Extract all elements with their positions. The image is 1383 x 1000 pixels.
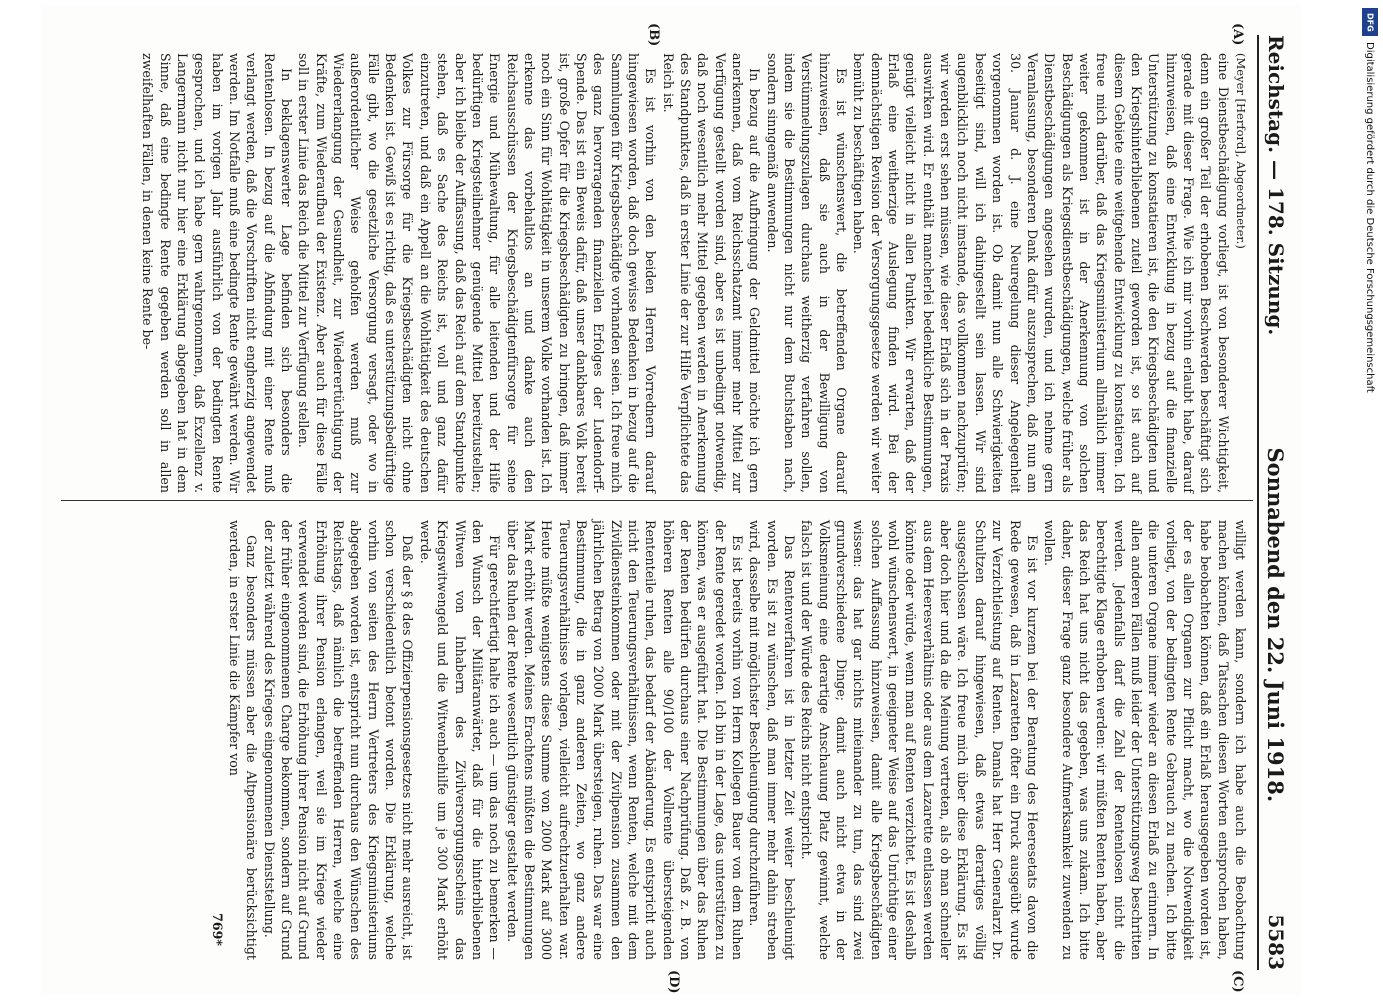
rotated-page [41, 5, 1301, 995]
left-column [139, 53, 1249, 493]
paragraph: Es ist vor kurzem bei der Beratung des Heeresetats davon die Rede gewesen, daß in Lazaretten öfter ein Druck ausgeübt wurde zur Verzichtleistung auf Renten. Damals hat Herr Generalarzt Dr. Schultzen darauf hingewiesen, daß etwas derartiges völlig ausgeschlossen wäre. Ich freue mich über diese Erklärung. Es ist aber doch hier und da die Meinung vertreten, als ob man schneller aus dem Heeresverhältnis oder aus dem Lazarette entlassen werden könnte oder würde, wenn man auf Renten verzichtet. Es ist deshalb wohl wünschenswert, in geeigneter Weise auf das Unrichtige einer solchen Auffassung hinzuweisen, damit alle Kriegsbeschädigten wissen: das hat gar nichts miteinander zu tun, das sind zwei grundverschiedene Dinge; damit auch nicht etwa in der Volksmeinung eine derartige Anschauung Platz gewinnt, welche falsch ist und der Würde des Reichs nicht entspricht. [799, 520, 1040, 960]
margin-mark-c: (C) [1230, 970, 1245, 993]
header-left: Reichstag. — 178. Sitzung. [1264, 35, 1288, 336]
column-divider [61, 500, 1253, 501]
paragraph: Es ist vorhin von den beiden Herren Vorrednern darauf hingewiesen worden, daß doch gewisse Bedenken in bezug auf die Sammlungen für Kriegsbeschädigte vorhanden seien. Ich freue mich des ganz hervorragenden finanziellen Erfolges der Ludendorff-Spende. Das ist ein Beweis dafür, daß unser dankbares Volk bereit ist, große Opfer für die Kriegsbeschädigten zu bringen, daß immer noch ein Sinn für Wohltätigkeit in unserem Volke vorhanden ist. Ich erkenne das vorbehaltlos an und danke auch den Reichsausschüssen der Kriegsbeschädigtenfürsorge für seine Energie und Mühewaltung, für alle leitenden und der Hilfe bedürftigen Kriegsteilnehmer genügende Mittel bereitzustellen; aber ich bleibe der Auffassung, daß das Reich auf dem Standpunkte stehen, daß es Sache des Reichs ist, voll und ganz dafür einzutreten, und daß ein Appell an die Wohltätigkeit des deutschen Volkes zur Fürsorge für die Kriegsbeschädigten nicht ohne Bedenken ist. Gewiß ist es richtig, daß es unterstützungsbedürftige Fälle gibt, wo die gesetzliche Versorgung versagt, oder wo in außerordentlicher Weise geholfen werden muß zur Wiedererlangung der Gesundheit, zur Wiederertüchtigung der Kräfte, zum Wiederaufbau der Existenz. Aber auch für diese Fälle soll in erster Linie das Reich die Mittel zur Verfügung stellen. [296, 53, 659, 494]
paragraph: Das Rentenverfahren ist in letzter Zeit weiter beschleunigt worden. Es ist zu wünschen, daß man immer mehr dahin streben wird, dasselbe mit möglichster Beschleunigung durchzuführen. [747, 520, 798, 960]
dfg-logo: DFG [1362, 8, 1378, 36]
paragraph: In beklagenswerter Lage befinden sich besonders die Rentenlosen. In bezug auf die Abfindung mit einer Rente muß verlangt werden, daß die Vorschriften nicht engherzig angewendet werden. Im Notfalle muß eine bedingte Rente gewährt werden. Wir haben im vorigen Jahr ausführlich von der bedingten Rente gesprochen, und ich habe gern wahrgenommen, daß Exzellenz v. Langermann nicht nur hier eine Erklärung abgegeben hat in dem Sinne, daß eine bedingte Rente gegeben werden soll in allen zweifelhaften Fällen, in denen keine Rente be- [140, 53, 295, 493]
speaker-note: (Meyer [Herford], Abgeordneter.) [1234, 53, 1248, 249]
paragraph: Es ist bereits vorhin von Herrn Kollegen Bauer von dem Ruhen der Rente geredet worden. Ich bin in der Lage, das unterstützen zu können, was er ausgeführt hat. Die Bestimmungen über das Ruhen der Renten bedürfen durchaus einer Nachprüfung. Daß z. B. von höheren Renten alle 90/100 der Vollrente übersteigenden Rententeile ruhen, das bedarf der Abänderung. Es entspricht auch nicht den Teuerungsverhältnissen, wenn Renten, welche mit dem Zivildiensteinkommen oder mit der Zivilpension zusammen den jährlichen Betrag von 2000 Mark übersteigen, ruhen. Das war eine Bestimmung, die in ganz anderen Zeiten, wo ganz andere Teuerungsverhältnisse vorlagen, vielleicht aufrechtzuerhalten war. Heute müßte wenigstens diese Summe von 2000 Mark auf 3000 Mark erhöht werden. Meines Erachtens müßten die Bestimmungen über das Ruhen der Rente wesentlich günstiger gestaltet werden. [504, 520, 746, 960]
digitization-credit: Digitalisierung gefördert durch die Deutsche Forschungsgemeinschaft [1364, 42, 1375, 393]
paragraph: Es ist wünschenswert, die betreffenden Organe darauf hinzuweisen, daß sie auch in der Bewilligung von Verstümmelungszulagen durchaus weitherzig verfahren sollen, indem sie die Bestimmungen nicht nur dem Buchstaben nach, sondern sinngemäß anwenden. [764, 53, 850, 493]
sheet-number: 769* [209, 913, 225, 946]
margin-mark-d: (D) [666, 970, 681, 994]
paragraph: eine Dienstbeschädigung vorliegt, ist von besonderer Wichtigkeit, denn ein großer Teil der erhobenen Beschwerden beschäftigt sich gerade mit dieser Frage. Wie ich mir vorhin erlaubt habe, darauf hinzuweisen, daß eine Entwicklung in bezug auf die finanzielle Unterstützung zu konstatieren ist, die den Kriegsbeschädigten und den Kriegshinterbliebenen zuteil geworden ist, so ist auch auf diesem Gebiete eine weitgehende Entwicklung zu konstatieren. Ich freue mich darüber, daß das Kriegsministerium allmählich immer weiter gekommen ist in der Anerkennung von solchen Beschädigungen als Kriegsdienstbeschädigungen, welche früher als Dienstbeschädigungen angesehen wurden, und ich nehme gern Veranlassung, besonderen Dank dafür auszusprechen, daß nun am 30. Januar d. J. eine Neuregelung dieser Angelegenheit vorgenommen worden ist. Ob damit nun alle Schwierigkeiten beseitigt sind, will ich dahingestellt sein lassen. Wir sind augenblicklich noch nicht imstande, das vollkommen nachzuprüfen; wir werden erst sehen müssen, wie dieser Erlaß sich in der Praxis auswirken wird. Er enthält mancherlei bedenkliche Bestimmungen, genügt vielleicht nicht in allen Punkten. Wir erwarten, daß der Erlaß eine weitherzige Auslegung finden wird. Bei der demnächstigen Revision der Versorgungsgesetze werden wir weiter bemüht zu beschäftigen haben. [851, 53, 1231, 493]
right-column [208, 520, 1249, 960]
paragraph: In bezug auf die Aufbringung der Geldmittel möchte ich gern anerkennen, daß vom Reichsschatzamt immer mehr Mittel zur Verfügung gestellt worden sind, aber es ist unbedingt notwendig, daß noch wesentlich mehr Mittel gegeben werden in Anerkennung des Standpunktes, daß in erster Linie der zur Hilfe Verpflichtete das Reich ist. [660, 53, 763, 493]
page-number: 5583 [1264, 914, 1288, 970]
paragraph: Für gerechtfertigt halte ich auch — um das noch zu bemerken — den Wunsch der Militäranwärter, daß für die hinterbliebenen Witwen von Inhabern des Zivilversorgungsscheins das Kriegswitwengeld und die Witwenbeihilfe um je 300 Mark erhöht werde. [417, 520, 503, 960]
page-header [1257, 35, 1293, 970]
margin-mark-a: (A) [1230, 23, 1245, 46]
paragraph: Daß der § 8 des Offizierpensionsgesetzes nicht mehr ausreicht, ist schon verschiedentlich betont worden. Die Erklärung, welche vorhin von seiten des Herrn Vertreters des Kriegsministeriums abgegeben worden ist, entspricht nun durchaus den Wünschen des Reichstags, daß nämlich die betreffenden Herren, welche eine Erhöhung ihrer Pension erlangen, weil sie im Kriege wieder verwendet worden sind, die Erhöhung ihrer Pension nicht auf Grund der früher eingenommenen Charge bekommen, sondern auf Grund der zuletzt während des Krieges eingenommenen Dienststellung. [261, 520, 416, 960]
header-date: Sonnabend den 22. Juni 1918. [1263, 447, 1289, 803]
paragraph: willigt werden kann, sondern ich habe auch die Beobachtung machen können, daß Tatsachen diesen Worten entsprochen haben, habe beobachten können, daß ein Erlaß herausgegeben worden ist, der es allen Organen zur Pflicht macht, wo die Notwendigkeit vorliegt, von der bedingten Rente Gebrauch zu machen. Ich bitte die unteren Organe immer wieder an diesen Erlaß zu erinnern. In allen anderen Fällen muß leider der Unterstützungsweg beschritten werden. Jedenfalls darf die Zahl der Rentenlosen nicht die berechtigte Klage erhoben werden: wir müßten Renten haben, aber das Reich hat uns nicht das gegeben, was uns zukam. Ich bitte daher, dieser Frage ganz besondere Aufmerksamkeit zuwenden zu wollen. [1042, 520, 1248, 960]
margin-mark-b: (B) [646, 23, 661, 47]
paragraph: Ganz besonders müssen aber die Altpensionäre berücksichtigt werden, in erster Linie die Kämpfer von [227, 520, 260, 960]
